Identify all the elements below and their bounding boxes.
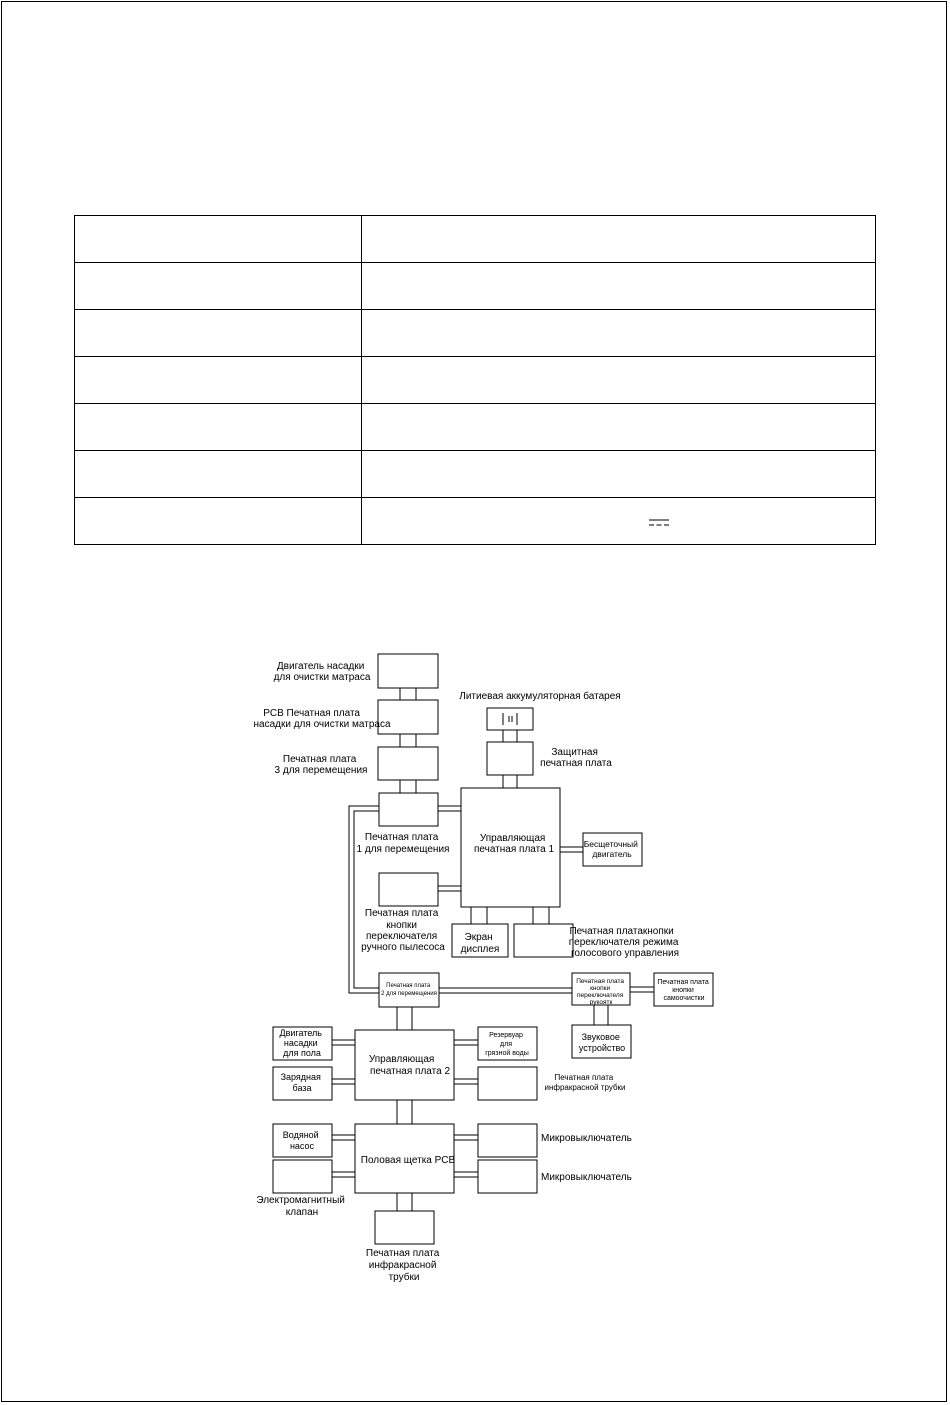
voice-pcb-label: Печатная платакнопки переключателя режима голосового управления — [568, 926, 680, 959]
ir-tube-pcb-2-block — [375, 1211, 434, 1244]
ir-tube-pcb-2-label: Печатная плата инфракрасной трубки — [365, 1248, 440, 1283]
microswitch-2-block — [478, 1160, 537, 1193]
ir-tube-pcb-1-label: Печатная плата инфракрасной трубки — [544, 1073, 626, 1092]
sound-device-label: Звуковое устройство — [578, 1032, 626, 1053]
battery-block — [487, 708, 533, 730]
moving-pcb-2-block — [379, 973, 439, 1007]
control-pcb-2-label: Управляющая печатная плата 2 — [368, 1054, 451, 1077]
mattress-motor-block — [378, 654, 438, 688]
microswitch-1-block — [478, 1124, 537, 1157]
self-clean-pcb-label: Печатная плата кнопки самоочистки — [657, 979, 709, 1002]
solenoid-valve-block — [273, 1160, 332, 1193]
protection-pcb-label: Защитная печатная плата — [540, 747, 612, 769]
brushless-motor-label: Бесщеточный двигатель — [583, 839, 638, 859]
moving-pcb-2-label: Печатная плата 2 для перемещения — [381, 983, 437, 997]
moving-pcb-1-block — [379, 793, 438, 826]
protection-pcb-block — [487, 742, 533, 775]
battery-label: Литиевая аккумуляторная батарея — [459, 691, 621, 702]
floor-brush-pcb-label: Половая щетка PCB — [360, 1155, 456, 1166]
ir-tube-pcb-1-block — [478, 1067, 537, 1100]
microswitch-2-label: Микровыключатель — [541, 1172, 632, 1183]
moving-pcb-3-block — [378, 747, 438, 780]
charging-base-label: Зарядная база — [280, 1072, 321, 1093]
mattress-pcb-label: PCB Печатная плата насадки для очистки матраса — [253, 708, 391, 730]
microswitch-1-label: Микровыключатель — [541, 1133, 632, 1144]
moving-pcb-1-label: Печатная плата 1 для перемещения — [356, 832, 450, 855]
handle-switch-pcb-label: Печатная плата кнопки переключателя рукоятк — [576, 978, 624, 1006]
dirty-tank-label: Резервуар для грязной воды — [485, 1032, 529, 1057]
control-pcb-1-label: Управляющая печатная плата 1 — [473, 833, 555, 855]
water-pump-label: Водяной насос — [282, 1130, 319, 1151]
voice-pcb-block — [514, 924, 573, 957]
solenoid-valve-label: Электромагнитный клапан — [256, 1195, 345, 1218]
display-label: Экран дисплея — [460, 932, 500, 955]
mattress-motor-label: Двигатель насадки для очистки матраса — [273, 661, 371, 683]
floor-motor-label: Двигатель насадки для пола — [279, 1028, 322, 1058]
handheld-switch-pcb-block — [379, 873, 438, 906]
control-pcb-2-block — [355, 1030, 454, 1100]
handheld-switch-pcb-label: Печатная плата кнопки переключателя ручного пылесоса — [361, 908, 445, 953]
moving-pcb-3-label: Печатная плата 3 для перемещения — [274, 754, 368, 776]
